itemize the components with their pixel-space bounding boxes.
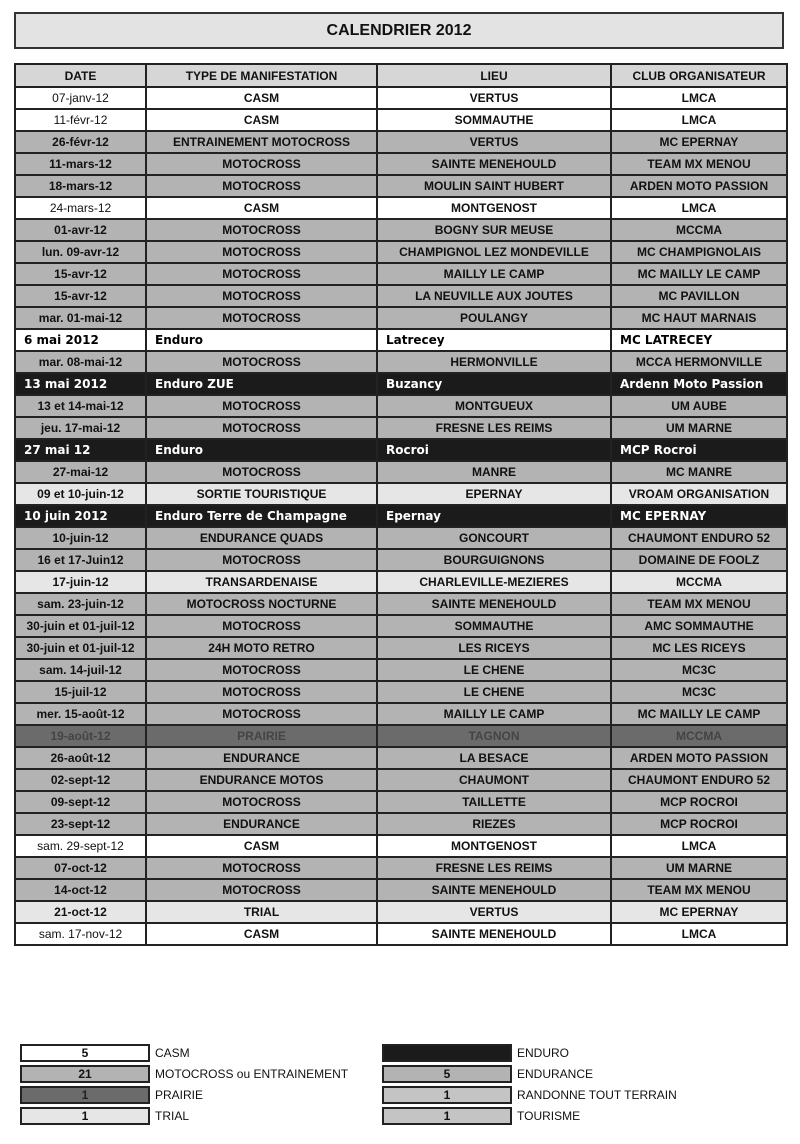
cell-club: MCCMA xyxy=(611,571,787,593)
cell-lieu: VERTUS xyxy=(377,901,611,923)
cell-lieu: FRESNE LES REIMS xyxy=(377,857,611,879)
table-row xyxy=(15,901,787,923)
cell-club: MC MAILLY LE CAMP xyxy=(611,703,787,725)
legend-item xyxy=(20,1065,348,1083)
legend-item xyxy=(20,1086,203,1104)
cell-date: jeu. 17-mai-12 xyxy=(15,417,146,439)
cell-date: 07-oct-12 xyxy=(15,857,146,879)
cell-club: MC3C xyxy=(611,681,787,703)
cell-lieu: SAINTE MENEHOULD xyxy=(377,593,611,615)
cell-type: ENDURANCE xyxy=(146,813,377,835)
cell-date: 15-juil-12 xyxy=(15,681,146,703)
cell-lieu: MONTGUEUX xyxy=(377,395,611,417)
cell-club: LMCA xyxy=(611,197,787,219)
legend-label: ENDURANCE xyxy=(517,1067,594,1081)
cell-date: 27 mai 12 xyxy=(15,439,146,461)
cell-club: LMCA xyxy=(611,835,787,857)
table-row xyxy=(15,659,787,681)
cell-type: TRIAL xyxy=(146,901,377,923)
cell-lieu: Buzancy xyxy=(377,373,611,395)
cell-club: MC HAUT MARNAIS xyxy=(611,307,787,329)
cell-date: 15-avr-12 xyxy=(15,285,146,307)
legend-count: 1 xyxy=(382,1086,512,1104)
cell-club: LMCA xyxy=(611,923,787,945)
cell-type: MOTOCROSS xyxy=(146,395,377,417)
table-row xyxy=(15,505,787,527)
cell-club: MCCMA xyxy=(611,219,787,241)
cell-date: 30-juin et 01-juil-12 xyxy=(15,637,146,659)
table-row xyxy=(15,527,787,549)
cell-club: MCCMA xyxy=(611,725,787,747)
table-row xyxy=(15,329,787,351)
cell-date: mar. 08-mai-12 xyxy=(15,351,146,373)
table-row xyxy=(15,307,787,329)
cell-date: 30-juin et 01-juil-12 xyxy=(15,615,146,637)
cell-club: MC LES RICEYS xyxy=(611,637,787,659)
table-row xyxy=(15,703,787,725)
cell-club: MCP Rocroi xyxy=(611,439,787,461)
cell-club: ARDEN MOTO PASSION xyxy=(611,747,787,769)
cell-date: 23-sept-12 xyxy=(15,813,146,835)
cell-type: MOTOCROSS xyxy=(146,263,377,285)
table-row xyxy=(15,439,787,461)
cell-type: MOTOCROSS xyxy=(146,857,377,879)
cell-type: Enduro Terre de Champagne xyxy=(146,505,377,527)
cell-type: Enduro ZUE xyxy=(146,373,377,395)
cell-club: LMCA xyxy=(611,87,787,109)
header-lieu: LIEU xyxy=(377,64,611,87)
cell-type: SORTIE TOURISTIQUE xyxy=(146,483,377,505)
cell-lieu: GONCOURT xyxy=(377,527,611,549)
cell-club: UM AUBE xyxy=(611,395,787,417)
cell-type: CASM xyxy=(146,835,377,857)
cell-lieu: EPERNAY xyxy=(377,483,611,505)
cell-type: MOTOCROSS xyxy=(146,285,377,307)
cell-date: 07-janv-12 xyxy=(15,87,146,109)
cell-type: PRAIRIE xyxy=(146,725,377,747)
legend-label: RANDONNE TOUT TERRAIN xyxy=(517,1088,677,1102)
cell-date: 21-oct-12 xyxy=(15,901,146,923)
cell-type: ENDURANCE MOTOS xyxy=(146,769,377,791)
cell-date: 09 et 10-juin-12 xyxy=(15,483,146,505)
cell-date: 16 et 17-Juin12 xyxy=(15,549,146,571)
cell-lieu: POULANGY xyxy=(377,307,611,329)
cell-club: MC EPERNAY xyxy=(611,131,787,153)
table-row xyxy=(15,285,787,307)
header-type: TYPE DE MANIFESTATION xyxy=(146,64,377,87)
cell-club: LMCA xyxy=(611,109,787,131)
table-row xyxy=(15,637,787,659)
cell-lieu: MAILLY LE CAMP xyxy=(377,703,611,725)
cell-lieu: Latrecey xyxy=(377,329,611,351)
header-date: DATE xyxy=(15,64,146,87)
table-row xyxy=(15,747,787,769)
cell-club: CHAUMONT ENDURO 52 xyxy=(611,527,787,549)
cell-lieu: LA BESACE xyxy=(377,747,611,769)
legend-label: MOTOCROSS ou ENTRAINEMENT xyxy=(155,1067,349,1081)
cell-lieu: Epernay xyxy=(377,505,611,527)
table-row xyxy=(15,813,787,835)
cell-type: MOTOCROSS xyxy=(146,659,377,681)
cell-date: lun. 09-avr-12 xyxy=(15,241,146,263)
cell-date: 6 mai 2012 xyxy=(15,329,146,351)
legend-count: 1 xyxy=(382,1107,512,1125)
cell-date: 02-sept-12 xyxy=(15,769,146,791)
cell-type: MOTOCROSS xyxy=(146,417,377,439)
table-row xyxy=(15,549,787,571)
table-row xyxy=(15,219,787,241)
cell-type: CASM xyxy=(146,87,377,109)
cell-date: sam. 29-sept-12 xyxy=(15,835,146,857)
cell-lieu: SAINTE MENEHOULD xyxy=(377,879,611,901)
legend-item xyxy=(382,1065,593,1083)
cell-club: MC MANRE xyxy=(611,461,787,483)
legend-count xyxy=(382,1044,512,1062)
cell-type: MOTOCROSS xyxy=(146,307,377,329)
cell-club: MC EPERNAY xyxy=(611,505,787,527)
cell-type: MOTOCROSS xyxy=(146,461,377,483)
cell-date: 01-avr-12 xyxy=(15,219,146,241)
cell-lieu: LES RICEYS xyxy=(377,637,611,659)
table-row xyxy=(15,879,787,901)
table-row xyxy=(15,791,787,813)
cell-lieu: CHAMPIGNOL LEZ MONDEVILLE xyxy=(377,241,611,263)
cell-club: MC CHAMPIGNOLAIS xyxy=(611,241,787,263)
cell-date: 15-avr-12 xyxy=(15,263,146,285)
cell-club: DOMAINE DE FOOLZ xyxy=(611,549,787,571)
legend-count: 21 xyxy=(20,1065,150,1083)
cell-club: MC LATRECEY xyxy=(611,329,787,351)
cell-lieu: BOURGUIGNONS xyxy=(377,549,611,571)
cell-lieu: RIEZES xyxy=(377,813,611,835)
table-row xyxy=(15,483,787,505)
cell-date: 11-févr-12 xyxy=(15,109,146,131)
table-row xyxy=(15,153,787,175)
cell-date: mar. 01-mai-12 xyxy=(15,307,146,329)
legend-item xyxy=(20,1107,189,1125)
cell-lieu: VERTUS xyxy=(377,87,611,109)
cell-lieu: BOGNY SUR MEUSE xyxy=(377,219,611,241)
page-title: CALENDRIER 2012 xyxy=(14,12,784,49)
cell-lieu: CHARLEVILLE-MEZIERES xyxy=(377,571,611,593)
cell-type: CASM xyxy=(146,109,377,131)
cell-lieu: VERTUS xyxy=(377,131,611,153)
cell-date: sam. 14-juil-12 xyxy=(15,659,146,681)
cell-lieu: TAGNON xyxy=(377,725,611,747)
cell-date: 09-sept-12 xyxy=(15,791,146,813)
table-row xyxy=(15,109,787,131)
cell-date: 24-mars-12 xyxy=(15,197,146,219)
cell-type: MOTOCROSS NOCTURNE xyxy=(146,593,377,615)
cell-lieu: CHAUMONT xyxy=(377,769,611,791)
cell-club: TEAM MX MENOU xyxy=(611,879,787,901)
cell-club: TEAM MX MENOU xyxy=(611,593,787,615)
cell-type: MOTOCROSS xyxy=(146,549,377,571)
cell-type: ENTRAINEMENT MOTOCROSS xyxy=(146,131,377,153)
cell-club: MC EPERNAY xyxy=(611,901,787,923)
cell-lieu: SAINTE MENEHOULD xyxy=(377,923,611,945)
cell-type: CASM xyxy=(146,923,377,945)
legend-item xyxy=(20,1044,190,1062)
cell-date: 26-févr-12 xyxy=(15,131,146,153)
header-row xyxy=(15,64,787,87)
cell-type: Enduro xyxy=(146,439,377,461)
cell-lieu: LE CHENE xyxy=(377,659,611,681)
cell-club: MC PAVILLON xyxy=(611,285,787,307)
cell-type: MOTOCROSS xyxy=(146,153,377,175)
table-row xyxy=(15,571,787,593)
cell-type: Enduro xyxy=(146,329,377,351)
table-row xyxy=(15,241,787,263)
table-row xyxy=(15,593,787,615)
cell-date: 13 mai 2012 xyxy=(15,373,146,395)
cell-type: MOTOCROSS xyxy=(146,219,377,241)
legend-item xyxy=(382,1044,569,1062)
cell-lieu: MOULIN SAINT HUBERT xyxy=(377,175,611,197)
cell-type: MOTOCROSS xyxy=(146,791,377,813)
cell-type: 24H MOTO RETRO xyxy=(146,637,377,659)
table-row xyxy=(15,197,787,219)
table-row xyxy=(15,725,787,747)
table-row xyxy=(15,395,787,417)
cell-club: Ardenn Moto Passion xyxy=(611,373,787,395)
cell-type: CASM xyxy=(146,197,377,219)
legend-count: 1 xyxy=(20,1086,150,1104)
table-row xyxy=(15,857,787,879)
cell-club: UM MARNE xyxy=(611,417,787,439)
cell-date: 10 juin 2012 xyxy=(15,505,146,527)
table-row xyxy=(15,923,787,945)
cell-type: MOTOCROSS xyxy=(146,351,377,373)
legend-item xyxy=(382,1107,580,1125)
cell-type: MOTOCROSS xyxy=(146,703,377,725)
cell-lieu: MANRE xyxy=(377,461,611,483)
cell-club: MCCA HERMONVILLE xyxy=(611,351,787,373)
table-row xyxy=(15,263,787,285)
cell-lieu: LA NEUVILLE AUX JOUTES xyxy=(377,285,611,307)
table-row xyxy=(15,461,787,483)
legend-item xyxy=(382,1086,677,1104)
calendar-table xyxy=(14,63,788,946)
legend-count: 1 xyxy=(20,1107,150,1125)
cell-club: MCP ROCROI xyxy=(611,813,787,835)
cell-club: VROAM ORGANISATION xyxy=(611,483,787,505)
cell-club: AMC SOMMAUTHE xyxy=(611,615,787,637)
cell-club: MC3C xyxy=(611,659,787,681)
cell-club: ARDEN MOTO PASSION xyxy=(611,175,787,197)
cell-club: UM MARNE xyxy=(611,857,787,879)
legend-label: TOURISME xyxy=(517,1109,581,1123)
cell-club: MCP ROCROI xyxy=(611,791,787,813)
cell-lieu: Rocroi xyxy=(377,439,611,461)
table-row xyxy=(15,131,787,153)
cell-type: MOTOCROSS xyxy=(146,175,377,197)
cell-date: 18-mars-12 xyxy=(15,175,146,197)
legend-label: PRAIRIE xyxy=(155,1088,204,1102)
cell-date: 27-mai-12 xyxy=(15,461,146,483)
header-club: CLUB ORGANISATEUR xyxy=(611,64,787,87)
cell-lieu: SOMMAUTHE xyxy=(377,615,611,637)
table-row xyxy=(15,373,787,395)
cell-type: ENDURANCE QUADS xyxy=(146,527,377,549)
cell-lieu: MAILLY LE CAMP xyxy=(377,263,611,285)
table-row xyxy=(15,835,787,857)
cell-date: 11-mars-12 xyxy=(15,153,146,175)
cell-type: MOTOCROSS xyxy=(146,615,377,637)
cell-type: TRANSARDENAISE xyxy=(146,571,377,593)
cell-date: 17-juin-12 xyxy=(15,571,146,593)
cell-club: CHAUMONT ENDURO 52 xyxy=(611,769,787,791)
cell-lieu: SAINTE MENEHOULD xyxy=(377,153,611,175)
table-row xyxy=(15,769,787,791)
cell-date: 10-juin-12 xyxy=(15,527,146,549)
legend-label: TRIAL xyxy=(155,1109,190,1123)
cell-type: ENDURANCE xyxy=(146,747,377,769)
cell-date: 26-août-12 xyxy=(15,747,146,769)
cell-lieu: SOMMAUTHE xyxy=(377,109,611,131)
cell-club: MC MAILLY LE CAMP xyxy=(611,263,787,285)
legend-count: 5 xyxy=(20,1044,150,1062)
cell-date: mer. 15-août-12 xyxy=(15,703,146,725)
legend-label: ENDURO xyxy=(517,1046,570,1060)
cell-lieu: MONTGENOST xyxy=(377,197,611,219)
table-row xyxy=(15,351,787,373)
cell-type: MOTOCROSS xyxy=(146,681,377,703)
cell-date: 14-oct-12 xyxy=(15,879,146,901)
cell-date: sam. 17-nov-12 xyxy=(15,923,146,945)
table-row xyxy=(15,175,787,197)
cell-lieu: HERMONVILLE xyxy=(377,351,611,373)
cell-date: sam. 23-juin-12 xyxy=(15,593,146,615)
cell-lieu: LE CHENE xyxy=(377,681,611,703)
cell-date: 13 et 14-mai-12 xyxy=(15,395,146,417)
legend-count: 5 xyxy=(382,1065,512,1083)
cell-type: MOTOCROSS xyxy=(146,879,377,901)
cell-club: TEAM MX MENOU xyxy=(611,153,787,175)
cell-lieu: FRESNE LES REIMS xyxy=(377,417,611,439)
table-row xyxy=(15,417,787,439)
table-row xyxy=(15,615,787,637)
table-row xyxy=(15,681,787,703)
table-row xyxy=(15,87,787,109)
cell-type: MOTOCROSS xyxy=(146,241,377,263)
cell-date: 19-août-12 xyxy=(15,725,146,747)
legend-label: CASM xyxy=(155,1046,190,1060)
cell-lieu: TAILLETTE xyxy=(377,791,611,813)
cell-lieu: MONTGENOST xyxy=(377,835,611,857)
